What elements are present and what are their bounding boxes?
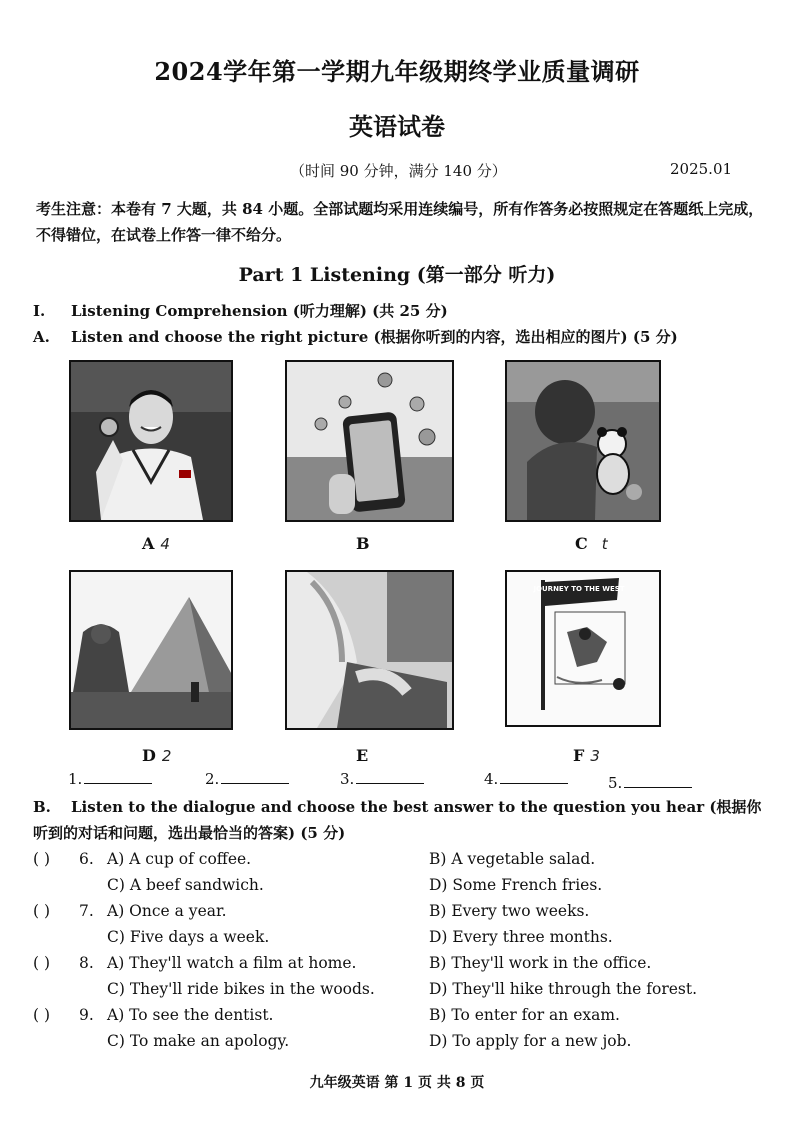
option-a: A) Once a year. [107, 902, 227, 920]
blank-line[interactable] [221, 783, 289, 784]
picture-a-label [142, 534, 170, 553]
blank-number: 2. [205, 770, 220, 788]
option-c: C) A beef sandwich. [107, 876, 264, 894]
option-d: D) To apply for a new job. [429, 1032, 632, 1050]
option-b: B) To enter for an exam. [429, 1006, 620, 1024]
option-c: C) They'll ride bikes in the woods. [107, 980, 375, 998]
question-6 [33, 846, 763, 898]
answer-bracket[interactable]: ( ) [33, 850, 51, 868]
page-footer: 九年级英语 第 1 页 共 8 页 [309, 1075, 485, 1091]
answer-bracket[interactable]: ( ) [33, 902, 51, 920]
label-text: C [575, 534, 588, 553]
blank-number: 1. [68, 770, 83, 788]
option-a: A) To see the dentist. [107, 1006, 274, 1024]
section-number: A. [33, 328, 50, 346]
question-9 [33, 1002, 763, 1054]
part-heading: Part 1 Listening (第一部分 听力) [238, 264, 556, 286]
option-c: C) To make an apology. [107, 1032, 290, 1050]
book-title-text: JOURNEY TO THE WEST [533, 585, 625, 593]
label-text: D [142, 746, 156, 765]
picture-c [505, 360, 661, 522]
picture-e-label [356, 746, 368, 765]
picture-b-label [356, 534, 370, 553]
handwritten-answer: 3 [590, 747, 600, 765]
label-text: F [573, 746, 585, 765]
question-8 [33, 950, 763, 1002]
smartphone-image [287, 362, 452, 520]
question-number: 6. [79, 850, 94, 868]
answer-blank-5[interactable] [608, 774, 692, 792]
label-text: E [356, 746, 369, 765]
handwritten-answer: 2 [161, 747, 172, 765]
option-d: D) They'll hike through the forest. [429, 980, 698, 998]
blank-line[interactable] [500, 783, 568, 784]
handwritten-answer: t [601, 535, 608, 553]
blank-line[interactable] [84, 783, 152, 784]
answer-blank-2[interactable] [205, 770, 289, 788]
answer-blank-4[interactable] [484, 770, 568, 788]
blank-number: 5. [608, 774, 623, 792]
label-text: A [142, 534, 155, 553]
question-number: 7. [79, 902, 94, 920]
answer-bracket[interactable]: ( ) [33, 954, 51, 972]
section-text: Listen and choose the right picture (根据你听到的内容，选出相应的图片) (5 分) [71, 328, 678, 346]
question-number: 9. [79, 1006, 94, 1024]
section-b-heading [33, 794, 763, 846]
option-d: D) Every three months. [429, 928, 613, 946]
time-info: （时间 90 分钟，满分 140 分） [290, 162, 507, 180]
picture-c-label [575, 534, 608, 553]
blank-line[interactable] [624, 787, 692, 788]
option-a: A) A cup of coffee. [107, 850, 252, 868]
picture-f-label [573, 746, 600, 765]
picture-a [69, 360, 233, 522]
option-a: A) They'll watch a film at home. [107, 954, 357, 972]
section-text: Listen to the dialogue and choose the best answer to the question you hear (根据你听到的对话和问题，选出最恰当的答案) (5 分) [33, 798, 762, 842]
blank-line[interactable] [356, 783, 424, 784]
blank-number: 3. [340, 770, 355, 788]
answer-bracket[interactable]: ( ) [33, 1006, 51, 1024]
label-text: B [356, 534, 370, 553]
answer-blank-1[interactable] [68, 770, 152, 788]
panda-toy-image [507, 362, 659, 520]
exam-title: 2024学年第一学期九年级期终学业质量调研 [154, 57, 640, 86]
section-text: Listening Comprehension (听力理解) (共 25 分) [71, 302, 448, 320]
handwritten-answer: 4 [160, 535, 170, 553]
section-number: I. [33, 302, 46, 320]
section-a-heading [33, 326, 678, 347]
question-number: 8. [79, 954, 94, 972]
question-7 [33, 898, 763, 950]
athlete-image [71, 362, 231, 520]
picture-e [285, 570, 454, 730]
option-d: D) Some French fries. [429, 876, 603, 894]
picture-b [285, 360, 454, 522]
candidate-notice: 考生注意：本卷有 7 大题，共 84 小题。全部试题均采用连续编号，所有作答务必按照规定在答题纸上完成，不得错位，在试卷上作答一律不给分。 [36, 200, 764, 244]
writing-person-image [287, 572, 452, 728]
exam-subtitle: 英语试卷 [349, 112, 445, 141]
picture-f [505, 570, 661, 727]
blank-number: 4. [484, 770, 499, 788]
picture-d-label [142, 746, 171, 765]
exam-date: 2025.01 [670, 160, 733, 178]
option-b: B) A vegetable salad. [429, 850, 596, 868]
picture-d [69, 570, 233, 730]
option-b: B) They'll work in the office. [429, 954, 652, 972]
pyramids-image [71, 572, 231, 728]
answer-blank-3[interactable] [340, 770, 424, 788]
book-cover-image [507, 572, 659, 725]
option-c: C) Five days a week. [107, 928, 270, 946]
option-b: B) Every two weeks. [429, 902, 590, 920]
section-i-heading [33, 300, 448, 321]
section-number: B. [33, 798, 51, 816]
